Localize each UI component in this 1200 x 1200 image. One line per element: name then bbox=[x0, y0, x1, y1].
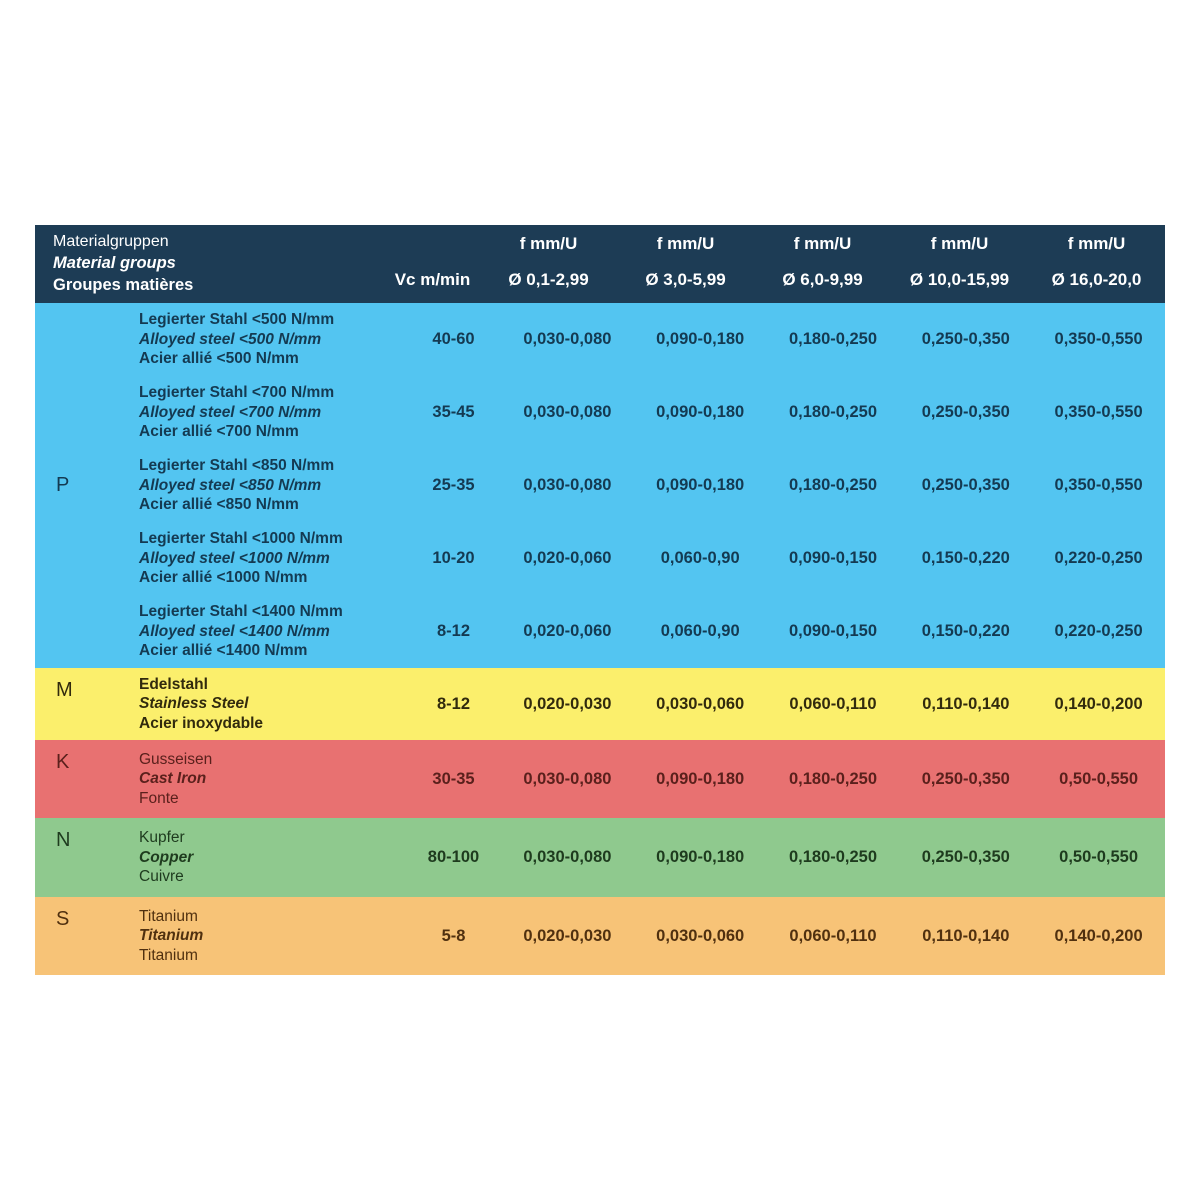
feed-value: 0,350-0,550 bbox=[1054, 330, 1143, 348]
feed-diameter-range: Ø 10,0-15,99 bbox=[909, 270, 1010, 289]
feed-value: 0,090-0,180 bbox=[656, 330, 745, 348]
material-groups-header bbox=[35, 225, 385, 303]
table-row bbox=[139, 818, 1165, 897]
feed-value: 0,020-0,060 bbox=[523, 549, 612, 567]
feed-value: 0,090-0,180 bbox=[656, 848, 745, 866]
feed-value: 0,060-0,90 bbox=[660, 622, 740, 640]
feed-diameter-range: Ø 3,0-5,99 bbox=[645, 270, 726, 289]
table-row bbox=[139, 897, 1165, 975]
material-group-k bbox=[35, 740, 1165, 818]
material-name: Legierter Stahl <500 N/mm Alloyed steel <500 N/mm Acier allié <500 N/mm bbox=[139, 311, 335, 368]
table-header bbox=[35, 225, 1165, 303]
feed-value: 0,030-0,060 bbox=[656, 926, 745, 945]
feed-value: 0,020-0,030 bbox=[523, 694, 612, 713]
feed-value: 0,250-0,350 bbox=[921, 848, 1010, 866]
material-name: Legierter Stahl <700 N/mm Alloyed steel <700 N/mm Acier allié <700 N/mm bbox=[139, 384, 335, 441]
group-code-s: S bbox=[56, 908, 70, 930]
feed-unit: f mm/U bbox=[656, 234, 715, 253]
feed-diameter-range: Ø 6,0-9,99 bbox=[782, 270, 863, 289]
feed-value: 0,060-0,90 bbox=[660, 549, 740, 567]
table-row bbox=[139, 595, 1165, 668]
feed-value: 0,090-0,180 bbox=[656, 769, 745, 788]
feed-unit: f mm/U bbox=[1067, 234, 1126, 253]
material-name: Gusseisen Cast Iron Fonte bbox=[139, 750, 213, 807]
feed-value: 0,150-0,220 bbox=[921, 549, 1010, 567]
feed-value: 0,090-0,180 bbox=[656, 403, 745, 421]
feed-value: 0,090-0,180 bbox=[656, 476, 745, 494]
feed-column-header-4 bbox=[891, 225, 1028, 303]
feed-value: 0,140-0,200 bbox=[1054, 694, 1143, 713]
feed-value: 0,180-0,250 bbox=[788, 476, 878, 494]
feed-diameter-range: Ø 0,1-2,99 bbox=[508, 270, 589, 289]
feed-value: 0,090-0,150 bbox=[788, 549, 878, 567]
feed-column-header-2 bbox=[617, 225, 754, 303]
feed-diameter-range: Ø 16,0-20,0 bbox=[1051, 270, 1142, 289]
group-code-n: N bbox=[56, 829, 71, 851]
table-row bbox=[139, 740, 1165, 818]
feed-value: 0,180-0,250 bbox=[788, 848, 878, 866]
feed-column-header-1 bbox=[480, 225, 617, 303]
material-name: Titanium Titanium Titanium bbox=[139, 907, 204, 964]
material-name: Legierter Stahl <850 N/mm Alloyed steel <850 N/mm Acier allié <850 N/mm bbox=[139, 457, 335, 514]
feed-value: 0,030-0,080 bbox=[523, 330, 612, 348]
vc-value: 8-12 bbox=[436, 694, 471, 713]
feed-value: 0,030-0,080 bbox=[523, 403, 612, 421]
feed-value: 0,030-0,080 bbox=[523, 848, 612, 866]
feed-value: 0,030-0,080 bbox=[523, 476, 612, 494]
feed-value: 0,250-0,350 bbox=[921, 769, 1010, 788]
feed-value: 0,250-0,350 bbox=[921, 476, 1010, 494]
material-header-de: Materialgruppen bbox=[53, 233, 169, 250]
feed-column-header-5 bbox=[1028, 225, 1165, 303]
vc-value: 80-100 bbox=[427, 848, 480, 866]
group-code-m: M bbox=[56, 679, 73, 701]
feed-value: 0,060-0,110 bbox=[789, 694, 877, 713]
cutting-data-table bbox=[35, 225, 1165, 975]
vc-value: 25-35 bbox=[432, 476, 475, 494]
vc-value: 30-35 bbox=[432, 769, 475, 788]
feed-value: 0,350-0,550 bbox=[1054, 403, 1143, 421]
feed-unit: f mm/U bbox=[519, 234, 578, 253]
material-header-fr: Groupes matières bbox=[53, 276, 194, 294]
feed-value: 0,060-0,110 bbox=[789, 926, 877, 945]
table-row bbox=[139, 303, 1165, 376]
material-name: Legierter Stahl <1000 N/mm Alloyed steel <1000 N/mm Acier allié <1000 N/mm bbox=[139, 530, 343, 587]
material-name: Legierter Stahl <1400 N/mm Alloyed steel <1400 N/mm Acier allié <1400 N/mm bbox=[139, 603, 343, 660]
vc-value: 10-20 bbox=[432, 549, 475, 567]
vc-value: 35-45 bbox=[432, 403, 475, 421]
material-name: Edelstahl Stainless Steel Acier inoxydable bbox=[139, 675, 264, 732]
feed-value: 0,110-0,140 bbox=[922, 694, 1010, 713]
feed-value: 0,090-0,150 bbox=[788, 622, 878, 640]
feed-value: 0,140-0,200 bbox=[1054, 926, 1143, 945]
material-group-s bbox=[35, 897, 1165, 975]
feed-value: 0,020-0,060 bbox=[523, 622, 612, 640]
feed-value: 0,50-0,550 bbox=[1059, 769, 1139, 788]
feed-value: 0,220-0,250 bbox=[1054, 622, 1143, 640]
feed-value: 0,250-0,350 bbox=[921, 403, 1010, 421]
feed-value: 0,150-0,220 bbox=[921, 622, 1010, 640]
feed-unit: f mm/U bbox=[793, 234, 852, 253]
vc-value: 8-12 bbox=[436, 622, 471, 640]
feed-column-header-3 bbox=[754, 225, 891, 303]
feed-value: 0,180-0,250 bbox=[788, 769, 878, 788]
vc-column-header: Vc m/min bbox=[394, 270, 471, 289]
feed-unit: f mm/U bbox=[930, 234, 989, 253]
material-group-p bbox=[35, 303, 1165, 668]
material-group-m bbox=[35, 668, 1165, 740]
vc-value: 5-8 bbox=[441, 926, 466, 945]
feed-value: 0,030-0,060 bbox=[656, 694, 745, 713]
feed-value: 0,50-0,550 bbox=[1059, 848, 1139, 866]
table-row bbox=[139, 376, 1165, 449]
table-row bbox=[139, 449, 1165, 522]
feed-value: 0,180-0,250 bbox=[788, 330, 878, 348]
feed-value: 0,220-0,250 bbox=[1054, 549, 1143, 567]
feed-value: 0,030-0,080 bbox=[523, 769, 612, 788]
feed-value: 0,110-0,140 bbox=[922, 926, 1010, 945]
group-code-k: K bbox=[56, 751, 70, 773]
feed-value: 0,350-0,550 bbox=[1054, 476, 1143, 494]
table-row bbox=[139, 522, 1165, 595]
material-header-en: Material groups bbox=[53, 254, 176, 272]
table-row bbox=[139, 668, 1165, 740]
feed-value: 0,180-0,250 bbox=[788, 403, 878, 421]
group-code-p: P bbox=[56, 474, 70, 496]
vc-value: 40-60 bbox=[432, 330, 475, 348]
feed-value: 0,250-0,350 bbox=[921, 330, 1010, 348]
material-name: Kupfer Copper Cuivre bbox=[139, 829, 194, 886]
material-group-n bbox=[35, 818, 1165, 897]
feed-value: 0,020-0,030 bbox=[523, 926, 612, 945]
